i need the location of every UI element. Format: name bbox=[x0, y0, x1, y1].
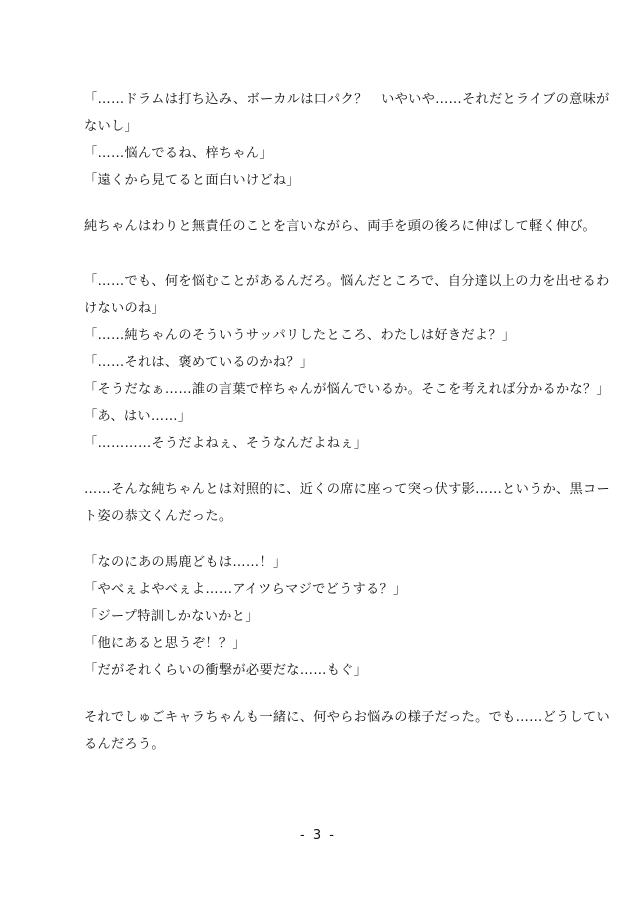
text-line: 「だがそれくらいの衝撃が必要だな……もぐ」 bbox=[84, 663, 368, 678]
paragraph-group-3 bbox=[84, 268, 611, 457]
text-line: それでしゅごキャラちゃんも一緒に、何やらお悩みの様子だった。でも……どうしてい bbox=[84, 710, 611, 725]
text-line: 「……悩んでるね、梓ちゃん」 bbox=[84, 146, 273, 161]
text-line: 「……それは、褒めているのかね？」 bbox=[84, 355, 314, 370]
text-line: 「やべぇよやべぇよ……アイツらマジでどうする？」 bbox=[84, 582, 407, 597]
text-line: ……そんな純ちゃんとは対照的に、近くの席に座って突っ伏す影……というか、黒コー bbox=[84, 482, 611, 497]
text-line: ないし」 bbox=[84, 119, 138, 134]
paragraph-group-2 bbox=[84, 213, 596, 240]
text-line: けないのね」 bbox=[84, 301, 165, 316]
text-line: 「……純ちゃんのそういうサッパリしたところ、わたしは好きだよ？」 bbox=[84, 328, 516, 343]
text-line: 「……ドラムは打ち込み、ボーカルは口パク？ いやいや……それだとライブの意味が bbox=[84, 92, 610, 107]
text-line: 「あ、はい……」 bbox=[84, 409, 192, 424]
text-line: 「そうだなぁ……誰の言葉で梓ちゃんが悩んでいるか。そこを考えれば分かるかな？」 bbox=[84, 382, 611, 397]
page-number: - 3 - bbox=[300, 828, 336, 843]
text-line: 「他にあると思うぞ！？」 bbox=[84, 636, 246, 651]
paragraph-group-6 bbox=[84, 704, 611, 758]
text-line: 「なのにあの馬鹿どもは……！」 bbox=[84, 555, 287, 570]
paragraph-group-5 bbox=[84, 549, 564, 684]
text-line: 「ジープ特訓しかないかと」 bbox=[84, 609, 259, 624]
text-line: 「……でも、何を悩むことがあるんだろ。悩んだところで、自分達以上の力を出せるわ bbox=[84, 274, 610, 289]
text-line: 「…………そうだよねぇ、そうなんだよねぇ」 bbox=[84, 436, 368, 451]
text-line: 純ちゃんはわりと無責任のことを言いながら、両手を頭の後ろに伸ばして軽く伸び。 bbox=[84, 219, 596, 234]
text-line: ト姿の恭文くんだった。 bbox=[84, 509, 233, 524]
paragraph-group-4 bbox=[84, 476, 611, 530]
text-line: るんだろう。 bbox=[84, 737, 165, 752]
text-line: 「遠くから見てると面白いけどね」 bbox=[84, 173, 300, 188]
paragraph-group-1 bbox=[84, 86, 610, 194]
